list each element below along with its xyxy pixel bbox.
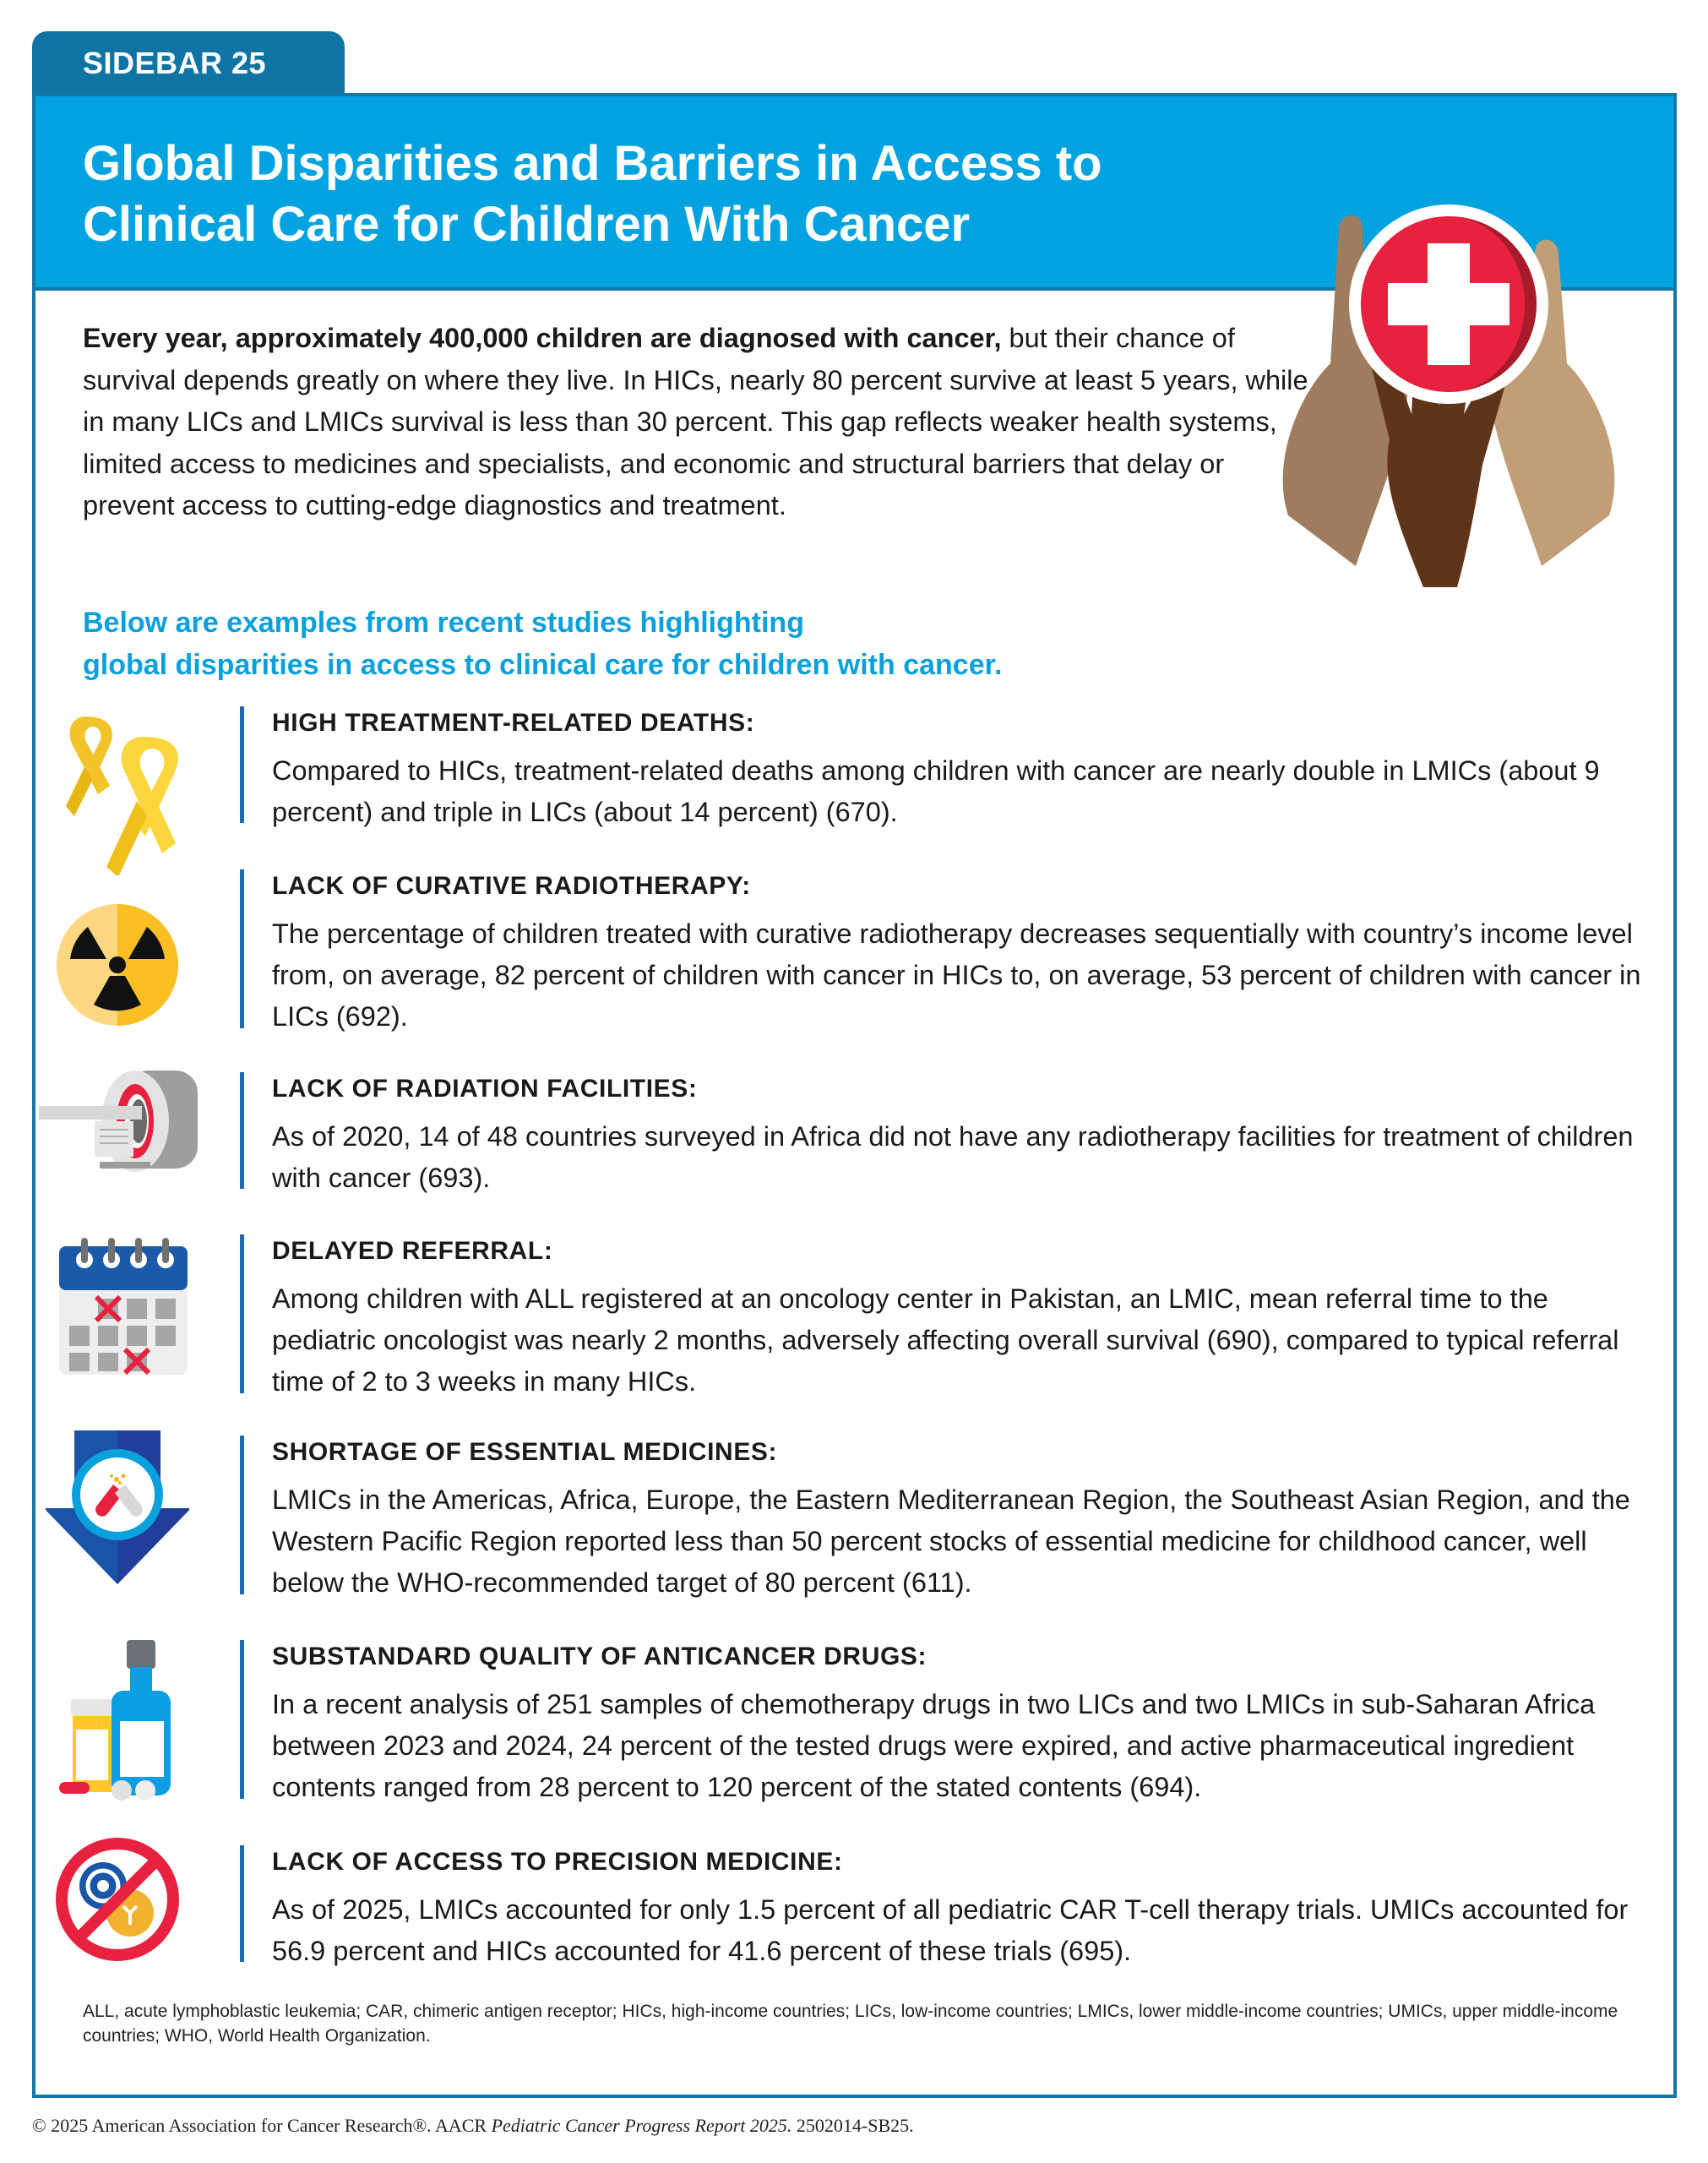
radiation-hazard-icon [46,893,189,1037]
item-body: As of 2025, LMICs accounted for only 1.5 percent of all pediatric CAR T-cell therapy trials. UMICs accounted for 56.9 percent and HICs accounted for 41.6 percent of these trials (695). [272,1894,1629,1966]
item-body: Among children with ALL registered at an oncology center in Pakistan, an LMIC, mean referral time to the pediatric oncologist was nearly 2 months, adversely affecting overall survival (690), compared to typical referral time of 2 to 3 weeks in many HICs. [272,1283,1619,1397]
item-body: LMICs in the Americas, Africa, Europe, the Eastern Mediterranean Region, the Southeast Asian Region, and the Western Pacific Region reported less than 50 percent stocks of essential medicine for childhood cancer, well below the WHO-recommended target of 80 percent (611). [272,1485,1630,1598]
sidebar-tab [32,31,345,95]
page-title [83,133,1282,255]
barrier-item [35,1640,1674,1826]
lead-line-2: global disparities in access to clinical care for children with cancer. [83,649,1003,681]
abbreviations-note: ALL, acute lymphoblastic leukemia; CAR, chimeric antigen receptor; HICs, high-income countries; LICs, low-income countries; LMICs, lower middle-income countries; UMICs, upper middle-income countries; WHO, World Health Organization. [83,2002,1618,2046]
sidebar-label: SIDEBAR 25 [83,45,267,80]
item-title: DELAYED REFERRAL: [272,1237,553,1265]
medicine-shortage-arrow-icon [46,1424,189,1584]
barrier-item [35,1845,1674,1980]
lead-text [83,602,1265,686]
no-precision-medicine-icon [46,1828,189,1964]
barrier-item [35,1436,1674,1630]
item-divider [240,1436,244,1594]
item-body: In a recent analysis of 251 samples of chemotherapy drugs in two LICs and two LMICs in sub-Saharan Africa between 2023 and 2024, 24 percent of the tested drugs were expired, and active pharmaceutical ingredient contents ranged from 28 percent to 120 percent of the stated contents (694). [272,1689,1596,1802]
lead-line-1: Below are examples from recent studies highlighting [83,607,804,639]
barrier-item [35,869,1674,1064]
item-body: As of 2020, 14 of 48 countries surveyed in Africa did not have any radiotherapy facilities for treatment of children with cancer (693). [272,1121,1634,1193]
item-title: LACK OF RADIATION FACILITIES: [272,1075,698,1103]
title-line-2: Clinical Care for Children With Cancer [83,197,971,252]
item-title: SUBSTANDARD QUALITY OF ANTICANCER DRUGS: [272,1643,927,1670]
title-line-1: Global Disparities and Barriers in Access to [83,136,1102,191]
intro-paragraph [83,318,1316,527]
report-title: Pediatric Cancer Progress Report 2025. [491,2115,792,2136]
item-divider [240,869,244,1028]
item-divider [240,1234,244,1393]
copyright-footer [32,2115,914,2137]
intro-bold: Every year, approximately 400,000 children are diagnosed with cancer, [83,323,1002,353]
item-body: Compared to HICs, treatment-related deaths among children with cancer are nearly double in LMICs (about 9 percent) and triple in LICs (about 14 percent) (670). [272,755,1600,827]
item-divider [240,1640,244,1799]
item-body: The percentage of children treated with curative radiotherapy decreases sequentially with country’s income level from, on average, 82 percent of children with cancer in HICs to, on average, 53 percent of children with cancer in LICs (692). [272,918,1641,1032]
report-code: 2502014-SB25. [796,2115,914,2136]
item-title: LACK OF CURATIVE RADIOTHERAPY: [272,872,751,900]
barrier-item [35,706,1674,875]
hands-holding-medical-cross-icon [1254,161,1643,587]
item-divider [240,1072,244,1189]
calendar-icon [46,1234,189,1378]
barrier-item [35,1234,1674,1420]
item-divider [240,706,244,823]
medicine-bottles-icon [46,1640,189,1801]
intro-text: but their chance of survival depends greatly on where they live. In HICs, nearly 80 percent survive at least 5 years, while in many LICs and LMICs survival is less than 30 percent. This gap reflects weaker health systems, limited access to medicines and specialists, and economic and structural barriers that delay or prevent access to cutting-edge diagnostics and treatment. [83,323,1308,520]
barrier-item [35,1072,1674,1224]
item-title: SHORTAGE OF ESSENTIAL MEDICINES: [272,1438,778,1466]
item-divider [240,1845,244,1962]
copyright-text: © 2025 American Association for Cancer Research®. AACR [32,2115,487,2136]
item-title: LACK OF ACCESS TO PRECISION MEDICINE: [272,1848,843,1876]
yellow-ribbons-icon [46,706,189,875]
item-title: HIGH TREATMENT-RELATED DEATHS: [272,709,755,737]
ct-scanner-icon [35,1055,204,1182]
